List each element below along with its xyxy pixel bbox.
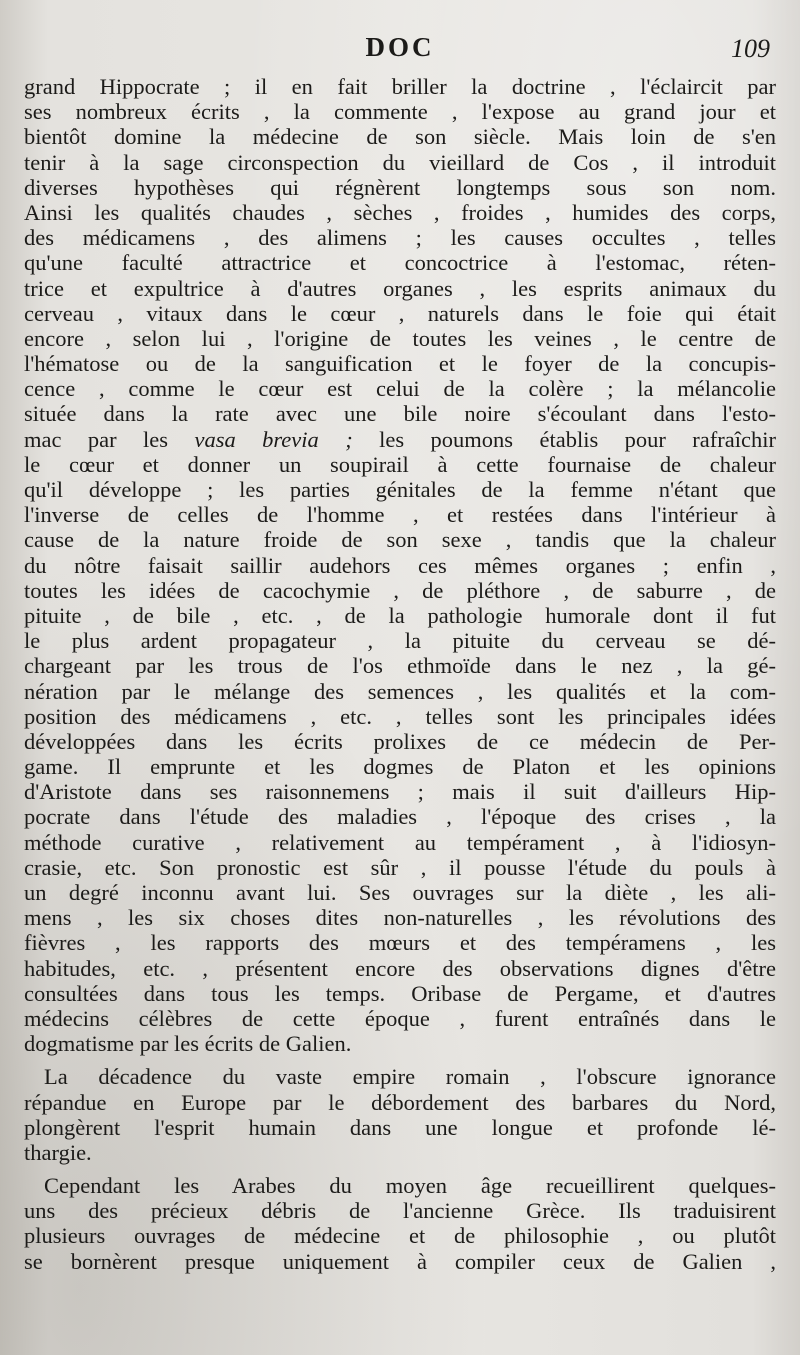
text-line: pocrate dans l'étude des maladies , l'époque des crises , la	[24, 804, 776, 830]
text-line: dogmatisme par les écrits de Galien.	[24, 1031, 352, 1057]
text-line: cause de la nature froide de son sexe , tandis que la chaleur	[24, 527, 776, 553]
text-line: développées dans les écrits prolixes de ce médecin de Per-	[24, 728, 776, 754]
text-line: cerveau , vitaux dans le cœur , naturels dans le foie qui était	[24, 300, 776, 326]
text-line: La décadence du vaste empire romain , l'obscure ignorance	[44, 1064, 776, 1090]
text-line: mens , les six choses dites non-naturelles , les révolutions des	[24, 905, 776, 931]
text-line: grand Hippocrate ; il en fait briller la doctrine , l'éclaircit par	[24, 74, 776, 99]
text-line-vasa-brevia	[24, 427, 776, 452]
running-head	[22, 32, 778, 72]
text-line: chargeant par les trous de l'os ethmoïde dans le nez , la gé-	[24, 653, 776, 679]
text-run: mac par les	[24, 426, 195, 452]
text-line: plusieurs ouvrages de médecine et de philosophie , ou plutôt	[24, 1223, 776, 1249]
text-line: médecins célèbres de cette époque , furent entraînés dans le	[24, 1005, 776, 1031]
text-line: d'Aristote dans ses raisonnemens ; mais il suit d'ailleurs Hip-	[24, 779, 776, 805]
page-number: 109	[731, 34, 770, 63]
text-line: un degré inconnu avant lui. Ses ouvrages sur la diète , les ali-	[24, 880, 776, 905]
text-line: tenir à la sage circonspection du vieillard de Cos , il introduit	[24, 149, 776, 175]
text-line: Cependant les Arabes du moyen âge recueillirent quelques-	[44, 1173, 776, 1199]
text-line: Ainsi les qualités chaudes , sèches , froides , humides des corps,	[24, 199, 776, 225]
text-line: méthode curative , relativement au tempérament , à l'idiosyn-	[24, 829, 776, 855]
text-line: diverses hypothèses qui régnèrent longtemps sous son nom.	[24, 174, 776, 200]
text-line: pituite , de bile , etc. , de la pathologie humorale dont il fut	[24, 602, 776, 628]
text-line: game. Il emprunte et les dogmes de Platon et les opinions	[24, 754, 776, 780]
text-line: plongèrent l'esprit humain dans une longue et profonde lé-	[24, 1114, 776, 1140]
text-line: nération par le mélange des semences , les qualités et la com-	[24, 678, 776, 704]
text-line: position des médicamens , etc. , telles sont les principales idées	[24, 703, 776, 729]
text-line: l'inverse de celles de l'homme , et restées dans l'intérieur à	[24, 502, 776, 528]
text-line: le plus ardent propagateur , la pituite du cerveau se dé-	[24, 628, 776, 654]
text-run: les poumons établis pour rafraîchir	[352, 426, 776, 452]
text-line: encore , selon lui , l'origine de toutes les veines , le centre de	[24, 325, 776, 351]
text-line: se bornèrent presque uniquement à compiler ceux de Galien ,	[24, 1248, 776, 1274]
text-line: qu'une faculté attractrice et concoctrice à l'estomac, réten-	[24, 250, 776, 276]
text-line: ses nombreux écrits , la commente , l'expose au grand jour et	[24, 99, 776, 125]
paragraph-roman-decadence	[24, 1064, 776, 1165]
text-line: l'hématose ou de la sanguification et le foyer de la concupis-	[24, 351, 776, 377]
italic-latin-term: vasa brevia ;	[194, 426, 353, 452]
text-line: thargie.	[24, 1139, 92, 1165]
paragraph-arab-physicians	[24, 1173, 776, 1274]
text-line: uns des précieux débris de l'ancienne Grèce. Ils traduisirent	[24, 1198, 776, 1224]
body-text	[24, 74, 776, 1274]
text-line: située dans la rate avec une bile noire s'écoulant dans l'esto-	[24, 401, 776, 427]
text-line: toutes les idées de cacochymie , de pléthore , de saburre , de	[24, 577, 776, 603]
text-line: consultées dans tous les temps. Oribase de Pergame, et d'autres	[24, 980, 776, 1006]
text-line: répandue en Europe par le débordement des barbares du Nord,	[24, 1089, 776, 1115]
text-line: bientôt domine la médecine de son siècle. Mais loin de s'en	[24, 124, 776, 150]
text-line: cence , comme le cœur est celui de la colère ; la mélancolie	[24, 376, 776, 402]
text-line: qu'il développe ; les parties génitales de la femme n'étant que	[24, 477, 776, 502]
text-line: habitudes, etc. , présentent encore des observations dignes d'être	[24, 955, 776, 981]
paragraph-gap	[24, 1165, 776, 1173]
text-line: le cœur et donner un soupirail à cette fournaise de chaleur	[24, 451, 776, 477]
running-head-title: DOC	[365, 32, 435, 62]
text-line: fièvres , les rapports des mœurs et des tempéramens , les	[24, 930, 776, 956]
text-line: crasie, etc. Son pronostic est sûr , il pousse l'étude du pouls à	[24, 854, 776, 880]
text-line: du nôtre faisait saillir audehors ces mêmes organes ; enfin ,	[24, 552, 776, 578]
paragraph-gap	[24, 1056, 776, 1064]
text-line: trice et expultrice à d'autres organes , les esprits animaux du	[24, 275, 776, 301]
paragraph-galen-doctrine	[24, 74, 776, 1056]
text-line: des médicamens , des alimens ; les causes occultes , telles	[24, 225, 776, 251]
